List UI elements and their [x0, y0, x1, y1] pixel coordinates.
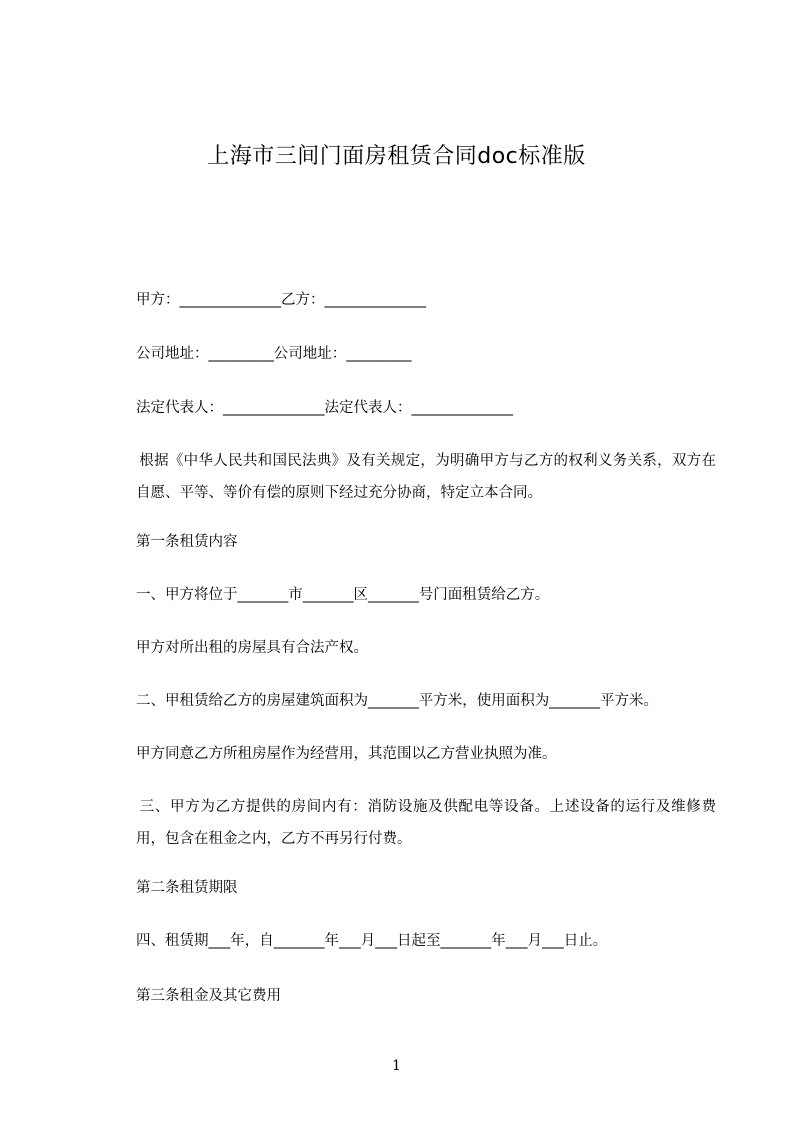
- representative-line: 法定代表人：______________法定代表人：______________: [136, 400, 513, 416]
- address-line: 公司地址：_________公司地址：_________: [136, 346, 412, 362]
- party-line: 甲方：______________乙方：______________: [136, 292, 426, 308]
- preamble-text: 根据《中华人民共和国民法典》及有关规定，为明确甲方与乙方的权利义务关系，双方在自愿、平等、等价有偿的原则下经过充分协商，特定立本合同。: [136, 453, 716, 501]
- clause-2: 二、甲租赁给乙方的房屋建筑面积为_______平方米，使用面积为_______平方米。: [136, 693, 658, 709]
- article-3-heading: 第三条租金及其它费用: [136, 988, 281, 1004]
- article-2-heading: 第二条租赁期限: [136, 880, 238, 896]
- clause-4: 四、租赁期___年，自_______年___月___日起至_______年___月___日止。: [136, 933, 608, 949]
- clause-1-note: 甲方对所出租的房屋具有合法产权。: [136, 640, 368, 656]
- clause-1: 一、甲方将位于_______市_______区_______号门面租赁给乙方。: [136, 587, 550, 603]
- clause-3-paragraph: [136, 791, 716, 855]
- page-number: 1: [392, 1058, 401, 1074]
- clause-3-text: 三、甲方为乙方提供的房间内有：消防设施及供配电等设备。上述设备的运行及维修费用，包含在租金之内，乙方不再另行付费。: [136, 799, 716, 847]
- document-title: 上海市三间门面房租赁合同doc标准版: [207, 144, 586, 169]
- clause-2-note: 甲方同意乙方所租房屋作为经营用，其范围以乙方营业执照为准。: [136, 746, 557, 762]
- preamble-paragraph: [136, 445, 716, 509]
- article-1-heading: 第一条租赁内容: [136, 534, 238, 550]
